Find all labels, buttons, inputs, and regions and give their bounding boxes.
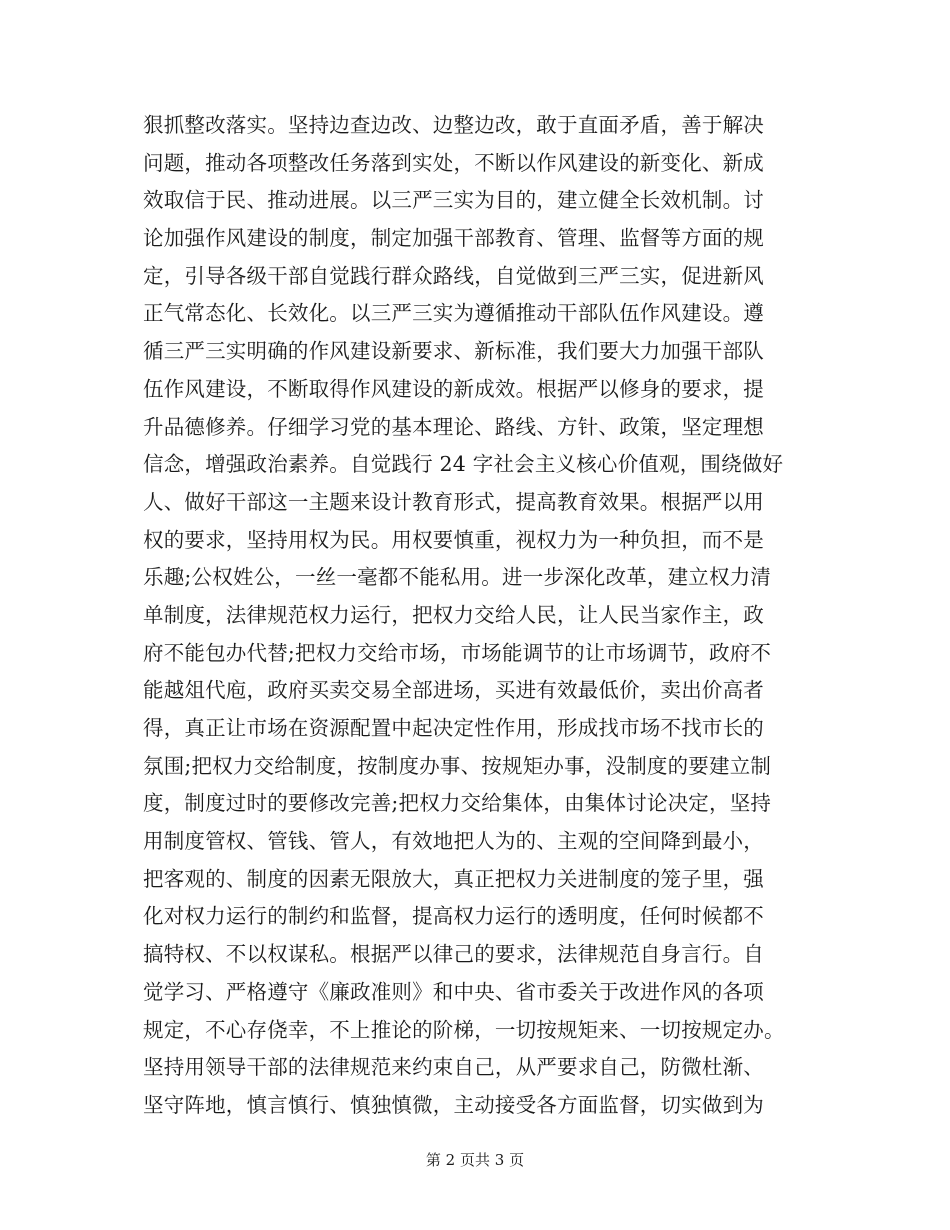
text-line: 氛围;把权力交给制度，按制度办事、按规矩办事，没制度的要建立制 <box>143 753 772 778</box>
text-line: 能越俎代庖，政府买卖交易全部进场，买进有效最低价，卖出价高者 <box>143 678 764 703</box>
text-line: 规定，不心存侥幸，不上推论的阶梯，一切按规矩来、一切按规定办。 <box>143 1017 785 1042</box>
text-line: 正气常态化、长效化。以三严三实为遵循推动干部队伍作风建设。遵 <box>143 301 764 326</box>
text-line: 把客观的、制度的因素无限放大，真正把权力关进制度的笼子里，强 <box>143 866 764 891</box>
text-line: 循三严三实明确的作风建设新要求、新标准，我们要大力加强干部队 <box>143 339 764 364</box>
body-paragraph <box>143 107 813 1125</box>
text-line: 伍作风建设，不断取得作风建设的新成效。根据严以修身的要求，提 <box>143 376 764 401</box>
text-line: 信念，增强政治素养。自觉践行 24 字社会主义核心价值观，围绕做好 <box>143 452 784 477</box>
text-line: 升品德修养。仔细学习党的基本理论、路线、方针、政策，坚定理想 <box>143 414 764 439</box>
text-line: 乐趣;公权姓公，一丝一毫都不能私用。进一步深化改革，建立权力清 <box>143 565 772 590</box>
text-line: 效取信于民、推动进展。以三严三实为目的，建立健全长效机制。讨 <box>143 188 764 213</box>
text-line: 府不能包办代替;把权力交给市场，市场能调节的让市场调节，政府不 <box>143 640 772 665</box>
text-line: 定，引导各级干部自觉践行群众路线，自觉做到三严三实，促进新风 <box>143 263 764 288</box>
text-line: 得，真正让市场在资源配置中起决定性作用，形成找市场不找市长的 <box>143 716 764 740</box>
text-line: 度，制度过时的要修改完善;把权力交给集体，由集体讨论决定，坚持 <box>143 791 772 816</box>
text-line: 单制度，法律规范权力运行，把权力交给人民，让人民当家作主，政 <box>143 602 764 627</box>
text-line: 问题，推动各项整改任务落到实处，不断以作风建设的新变化、新成 <box>143 150 764 175</box>
text-line: 用制度管权、管钱、管人，有效地把人为的、主观的空间降到最小， <box>143 829 764 854</box>
text-line: 权的要求，坚持用权为民。用权要慎重，视权力为一种负担，而不是 <box>143 527 764 552</box>
text-line: 觉学习、严格遵守《廉政准则》和中央、省市委关于改进作风的各项 <box>143 979 764 1004</box>
text-line: 搞特权、不以权谋私。根据严以律己的要求，法律规范自身言行。自 <box>143 942 764 967</box>
text-line: 人、做好干部这一主题来设计教育形式，提高教育效果。根据严以用 <box>143 489 764 514</box>
text-line: 坚持用领导干部的法律规范来约束自己，从严要求自己，防微杜渐、 <box>143 1055 764 1080</box>
page-number-footer: 第 2 页共 3 页 <box>425 1151 525 1169</box>
text-line: 狠抓整改落实。坚持边查边改、边整边改，敢于直面矛盾，善于解决 <box>143 113 764 137</box>
text-line: 化对权力运行的制约和监督，提高权力运行的透明度，任何时候都不 <box>143 904 764 929</box>
text-line: 坚守阵地，慎言慎行、慎独慎微，主动接受各方面监督，切实做到为 <box>143 1092 764 1117</box>
text-line: 论加强作风建设的制度，制定加强干部教育、管理、监督等方面的规 <box>143 226 764 251</box>
